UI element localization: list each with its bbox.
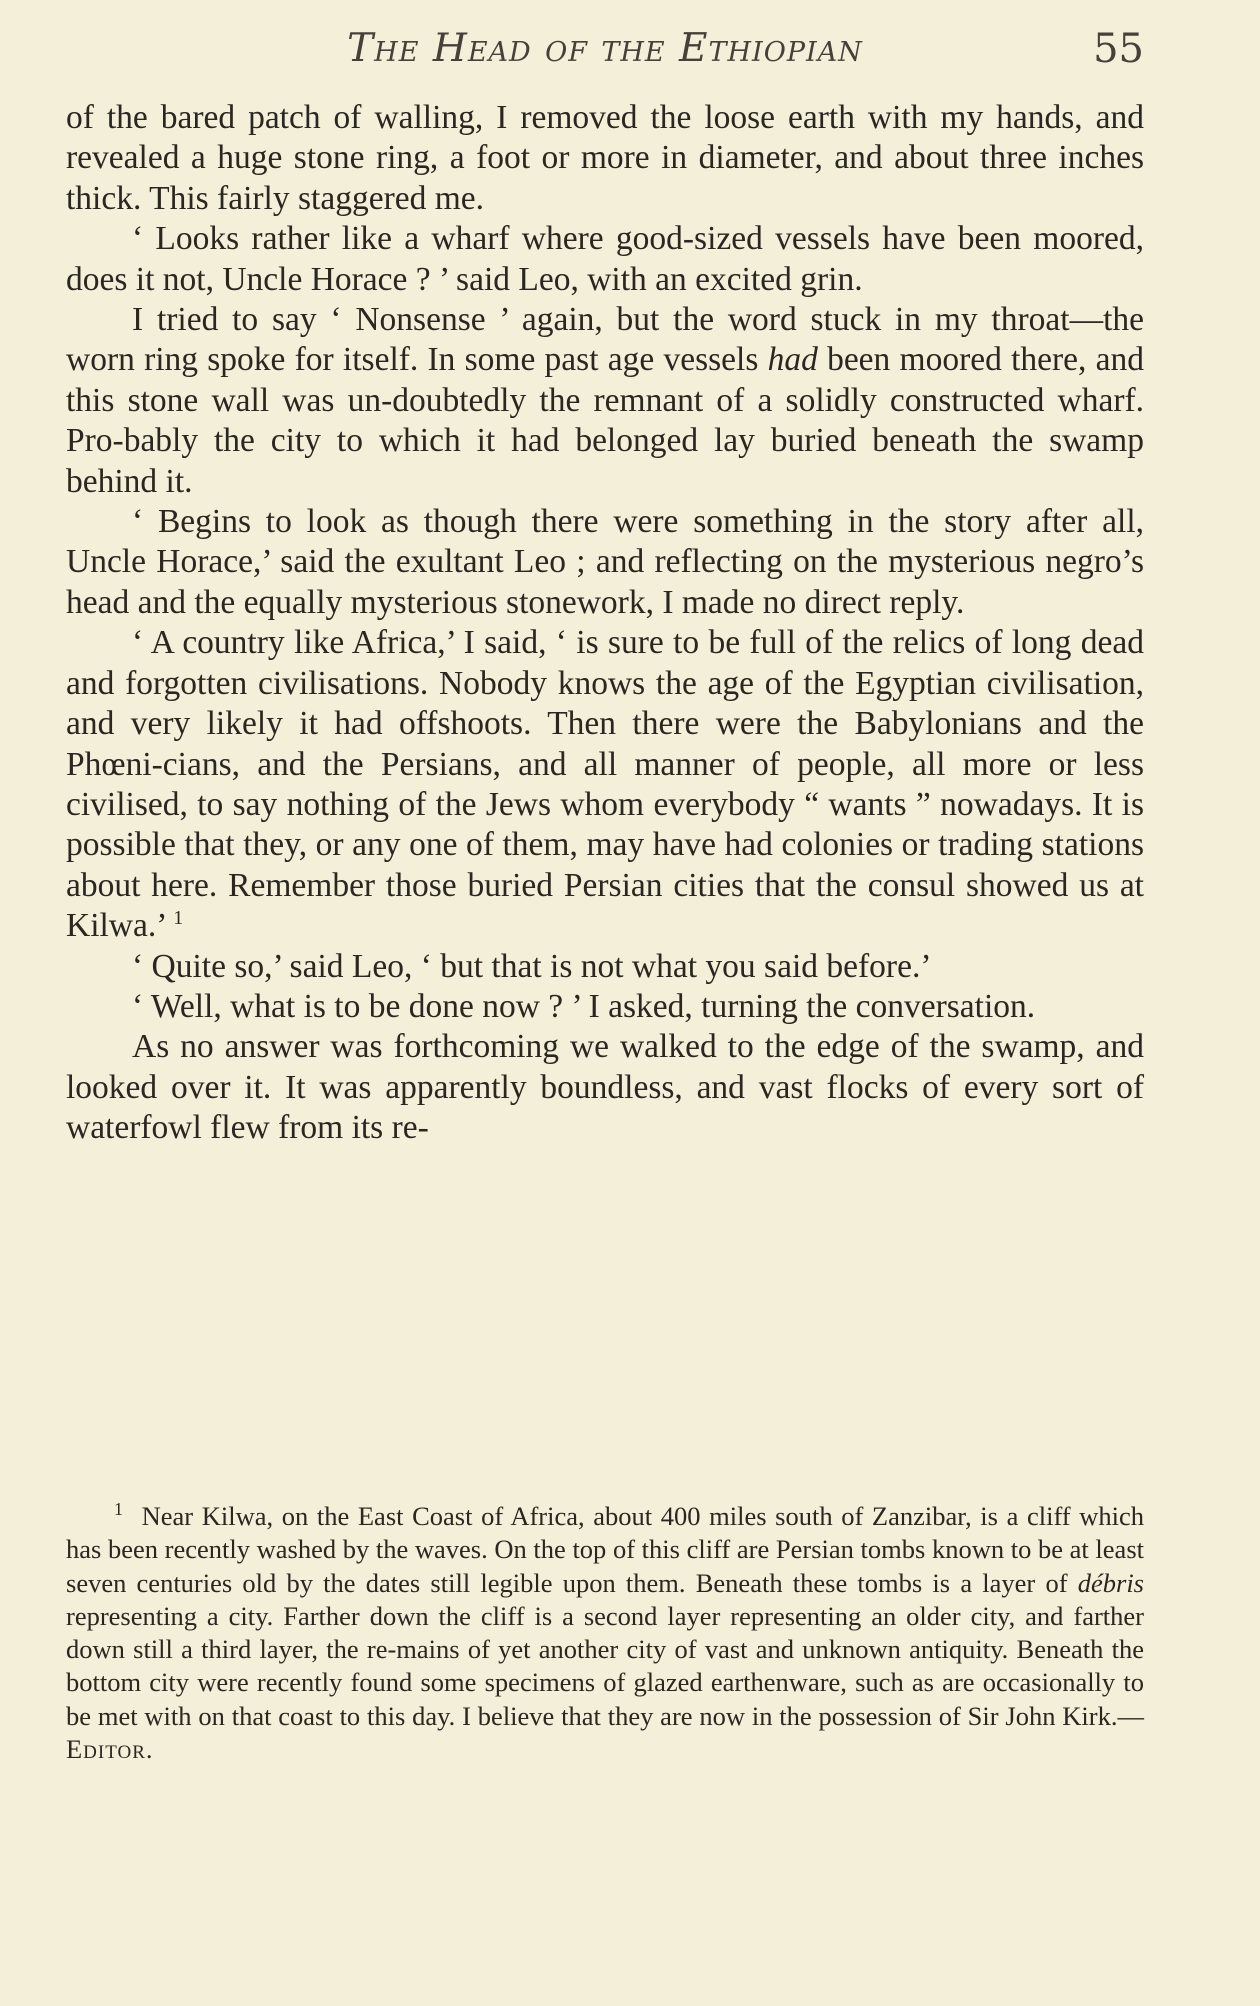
text-run: As no answer was forthcoming we walked to the edge of the swamp, and looked over it. It was apparently boundless, and vast flocks of every sort of waterfowl flew from its re-: [66, 1028, 1144, 1147]
paragraph: [66, 1027, 1144, 1148]
text-run: of the bared patch of walling, I removed the loose earth with my hands, and revealed a huge stone ring, a foot or more in diameter, and about three inches thick. This fairly staggered me.: [66, 99, 1144, 217]
paragraph: [66, 219, 1144, 300]
paragraph: [66, 623, 1144, 946]
text-run: Near Kilwa, on the East Coast of Africa, about 400 miles south of Zanzibar, is a cliff which has been recently washed by the waves. On the top of this cliff are Persian tombs known to be at least seven centuries old by the dates still legible upon them. Beneath these tombs is a layer of: [66, 1501, 1144, 1598]
body-text: [66, 98, 1144, 1149]
footnote-marker: 1: [114, 1499, 123, 1520]
text-run: ‘ Looks rather like a wharf where good-sized vessels have been moored, does it not, Uncle Horace ? ’ said Leo, with an excited grin.: [66, 220, 1144, 298]
italic-text: débris: [1077, 1567, 1144, 1598]
page-number: 55: [1093, 26, 1144, 72]
text-run: ‘ Begins to look as though there were something in the story after all, Uncle Horace,’ said the exultant Leo ; and reflecting on the mysterious negro’s head and the equally mysterious stonework, I made no direct reply.: [66, 503, 1144, 621]
italic-text: had: [767, 341, 818, 379]
paragraph: [66, 987, 1144, 1027]
text-run: ‘ Well, what is to be done now ? ’ I asked, turning the conversation.: [132, 987, 1036, 1025]
page-header: [66, 22, 1144, 82]
running-title: The Head of the Ethiopian: [347, 26, 863, 71]
text-run: I tried to say ‘ Nonsense ’ again, but the word stuck in my throat—the worn ring spoke for itself. In some past age vessels: [66, 301, 1144, 379]
footnote-reference: 1: [173, 906, 184, 929]
text-run: been moored there, and this stone wall was un-doubtedly the remnant of a solidly constructed wharf. Pro-bably the city to which it had belonged lay buried beneath the swamp behind it.: [66, 341, 1144, 500]
editor-signature: Editor.: [66, 1734, 154, 1765]
paragraph: [66, 300, 1144, 502]
paragraph: [66, 947, 1144, 987]
text-run: ‘ Quite so,’ said Leo, ‘ but that is not what you said before.’: [132, 947, 932, 985]
text-run: ‘ A country like Africa,’ I said, ‘ is sure to be full of the relics of long dead and forgotten civilisations. Nobody knows the age of the Egyptian civilisation, and very likely it had offshoots. Then there were the Babylonians and the Phœni-cians, and the Persians, and all manner of people, all more or less civilised, to say nothing of the Jews whom everybody “ wants ” nowadays. It is possible that they, or any one of them, may have had colonies or trading stations about here. Remember those buried Persian cities that the consul showed us at Kilwa.’: [66, 624, 1144, 945]
footnote: [66, 1500, 1144, 1766]
paragraph: [66, 502, 1144, 623]
footnote-paragraph: [66, 1500, 1144, 1766]
paragraph: [66, 98, 1144, 219]
text-run: representing a city. Farther down the cliff is a second layer representing an older city, and farther down still a third layer, the re-mains of yet another city of vast and unknown antiquity. Beneath the bottom city were recently found some specimens of glazed earthenware, such as are occasionally to be met with on that coast to this day. I believe that they are now in the possession of Sir John Kirk.—: [66, 1600, 1144, 1731]
